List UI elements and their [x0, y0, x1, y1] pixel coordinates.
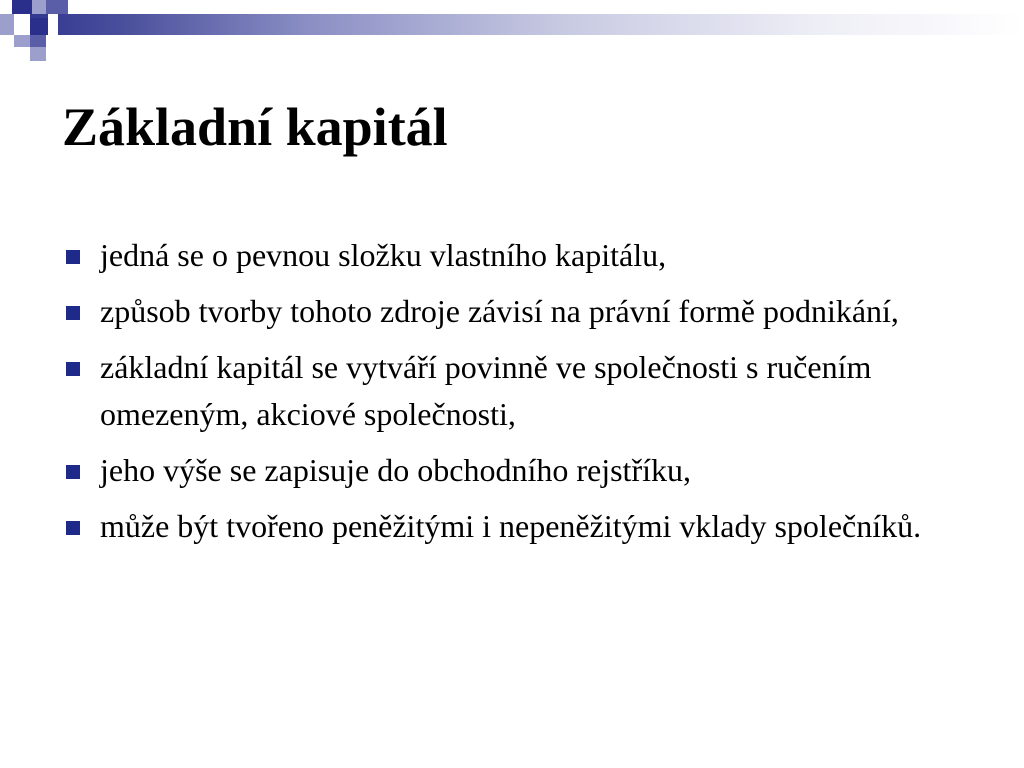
- decor-square: [30, 47, 46, 61]
- decor-square: [0, 14, 14, 35]
- bullet-item: [62, 503, 962, 550]
- bullet-item: [62, 288, 962, 335]
- bullet-text: základní kapitál se vytváří povinně ve společnosti s ručením omezeným, akciové společnosti,: [100, 349, 872, 432]
- decor-square: [14, 35, 30, 47]
- slide-title: Základní kapitál: [62, 97, 448, 157]
- bullet-text: jeho výše se zapisuje do obchodního rejstříku,: [100, 452, 691, 488]
- decor-square: [30, 35, 46, 47]
- decor-square: [46, 0, 68, 14]
- bullet-text: jedná se o pevnou složku vlastního kapitálu,: [100, 237, 667, 273]
- decor-square: [30, 18, 48, 35]
- bullet-item: [62, 232, 962, 279]
- decor-square: [14, 14, 30, 35]
- square-bullet-icon: [66, 362, 80, 376]
- bullet-item: [62, 447, 962, 494]
- decor-square: [12, 0, 32, 14]
- decor-square: [32, 0, 46, 14]
- bullet-list: [62, 232, 962, 559]
- square-bullet-icon: [66, 521, 80, 535]
- square-bullet-icon: [66, 250, 80, 264]
- decor-square: [48, 14, 58, 35]
- square-bullet-icon: [66, 465, 80, 479]
- square-bullet-icon: [66, 306, 80, 320]
- bullet-item: [62, 344, 962, 438]
- bullet-text: může být tvořeno peněžitými i nepeněžitými vklady společníků.: [100, 508, 922, 544]
- bullet-text: způsob tvorby tohoto zdroje závisí na právní formě podnikání,: [100, 293, 899, 329]
- header-gradient-band: [0, 14, 1024, 35]
